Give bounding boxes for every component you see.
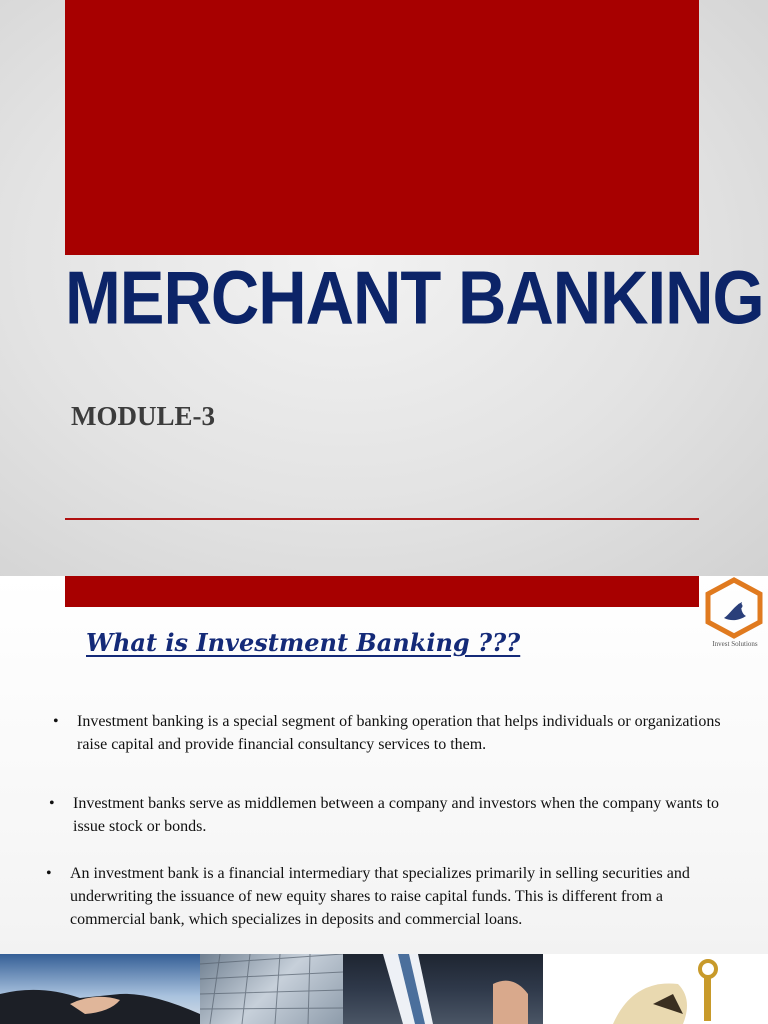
photo-strip: [0, 954, 768, 1024]
divider-line: [65, 518, 699, 520]
bullet-item: [49, 792, 733, 838]
office-building-photo: [200, 954, 343, 1024]
bullet-text: An investment bank is a financial intermediary that specializes primarily in selling securities and underwriting the issuance of new equity shares to raise capital funds. This is different from a commercial bank, which specializes in deposits and commercial loans.: [70, 865, 690, 928]
bullet-marker: •: [49, 795, 55, 812]
content-slide: [0, 576, 768, 1024]
slide-title: MERCHANT BANKING: [65, 256, 764, 341]
businessman-photo: [343, 954, 543, 1024]
bullet-text: Investment banking is a special segment of banking operation that helps individuals or organizations raise capital and provide financial consultancy services to them.: [77, 713, 721, 753]
bullet-text: Investment banks serve as middlemen between a company and investors when the company wants to issue stock or bonds.: [73, 795, 720, 835]
red-header-block: [65, 0, 699, 255]
bullet-marker: •: [53, 713, 59, 730]
company-logo: [700, 576, 768, 652]
slide-subtitle: MODULE-3: [71, 401, 215, 431]
handshake-photo: [0, 954, 200, 1024]
bullet-marker: •: [46, 865, 52, 882]
slide-heading: What is Investment Banking ???: [86, 628, 521, 657]
red-top-bar: [65, 576, 699, 607]
logo-caption: Invest Solutions: [712, 640, 758, 648]
bullet-item: [46, 862, 730, 931]
bird-icon: [724, 602, 746, 620]
gold-keys-photo: [543, 954, 768, 1024]
bullet-item: [53, 710, 737, 756]
hexagon-logo-icon: [700, 576, 768, 640]
